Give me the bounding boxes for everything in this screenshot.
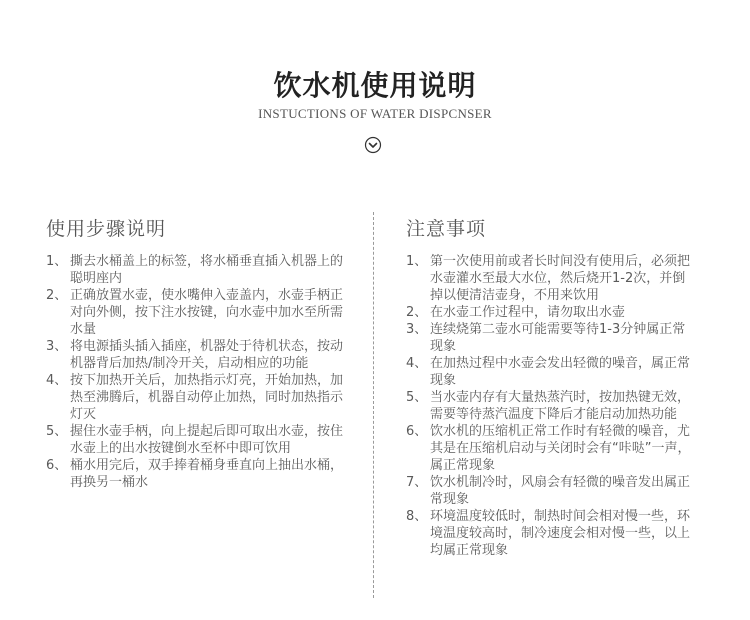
usage-steps-section <box>46 214 346 491</box>
notes-heading: 注意事项 <box>406 218 487 240</box>
item-number: 6、 <box>406 424 428 439</box>
usage-steps-heading: 使用步骤说明 <box>46 218 167 240</box>
list-item <box>46 338 346 372</box>
list-item <box>406 253 696 304</box>
list-item <box>46 253 346 287</box>
list-item <box>406 474 696 508</box>
list-item <box>406 389 696 423</box>
item-text: 环境温度较低时，制热时间会相对慢一些，环境温度较高时，制冷速度会相对慢一些，以上均属正常现象 <box>430 509 691 558</box>
item-text: 饮水机制冷时，风扇会有轻微的噪音发出属正常现象 <box>430 475 691 507</box>
item-text: 在水壶工作过程中，请勿取出水壶 <box>430 305 626 320</box>
list-item <box>46 423 346 457</box>
item-number: 6、 <box>46 458 68 473</box>
item-text: 撕去水桶盖上的标签，将水桶垂直插入机器上的聪明座内 <box>70 254 344 286</box>
item-number: 2、 <box>406 305 428 320</box>
list-item <box>46 372 346 423</box>
item-text: 握住水壶手柄，向上提起后即可取出水壶，按住水壶上的出水按键倒水至杯中即可饮用 <box>70 424 344 456</box>
list-item <box>406 321 696 355</box>
item-number: 3、 <box>46 339 68 354</box>
page-subtitle: INSTUCTIONS OF WATER DISPCNSER <box>258 106 492 121</box>
item-number: 7、 <box>406 475 428 490</box>
page-title: 饮水机使用说明 <box>273 69 477 102</box>
item-text: 按下加热开关后，加热指示灯亮，开始加热，加热至沸腾后，机器自动停止加热，同时加热指示灯灭 <box>70 373 344 422</box>
item-text: 在加热过程中水壶会发出轻微的噪音，属正常现象 <box>430 356 691 388</box>
item-number: 8、 <box>406 509 428 524</box>
list-item <box>406 508 696 559</box>
item-text: 连续烧第二壶水可能需要等待1-3分钟属正常现象 <box>430 322 686 354</box>
item-text: 饮水机的压缩机正常工作时有轻微的噪音，尤其是在压缩机启动与关闭时会有“咔哒”一声，属正常现象 <box>430 424 691 473</box>
chevron-down-circle-icon <box>364 136 382 154</box>
item-number: 1、 <box>406 254 428 269</box>
list-item <box>406 355 696 389</box>
list-item <box>46 287 346 338</box>
item-text: 正确放置水壶，使水嘴伸入壶盖内，水壶手柄正对向外侧，按下注水按键，向水壶中加水至所需水量 <box>70 288 344 337</box>
item-number: 2、 <box>46 288 68 303</box>
column-divider <box>373 212 374 598</box>
usage-steps-list <box>46 253 346 491</box>
item-text: 桶水用完后，双手捧着桶身垂直向上抽出水桶，再换另一桶水 <box>70 458 344 490</box>
item-number: 4、 <box>46 373 68 388</box>
item-number: 1、 <box>46 254 68 269</box>
list-item <box>406 423 696 474</box>
item-number: 5、 <box>46 424 68 439</box>
item-number: 4、 <box>406 356 428 371</box>
notes-list <box>406 253 696 559</box>
item-number: 5、 <box>406 390 428 405</box>
notes-section <box>406 214 696 559</box>
list-item <box>406 304 696 321</box>
item-text: 当水壶内存有大量热蒸汽时，按加热键无效，需要等待蒸汽温度下降后才能启动加热功能 <box>430 390 691 422</box>
item-number: 3、 <box>406 322 428 337</box>
item-text: 第一次使用前或者长时间没有使用后，必须把水壶灌水至最大水位，然后烧开1-2次，并倒掉以便清洁壶身，不用来饮用 <box>430 254 691 303</box>
item-text: 将电源插头插入插座，机器处于待机状态，按动机器背后加热/制冷开关，启动相应的功能 <box>70 339 344 371</box>
list-item <box>46 457 346 491</box>
